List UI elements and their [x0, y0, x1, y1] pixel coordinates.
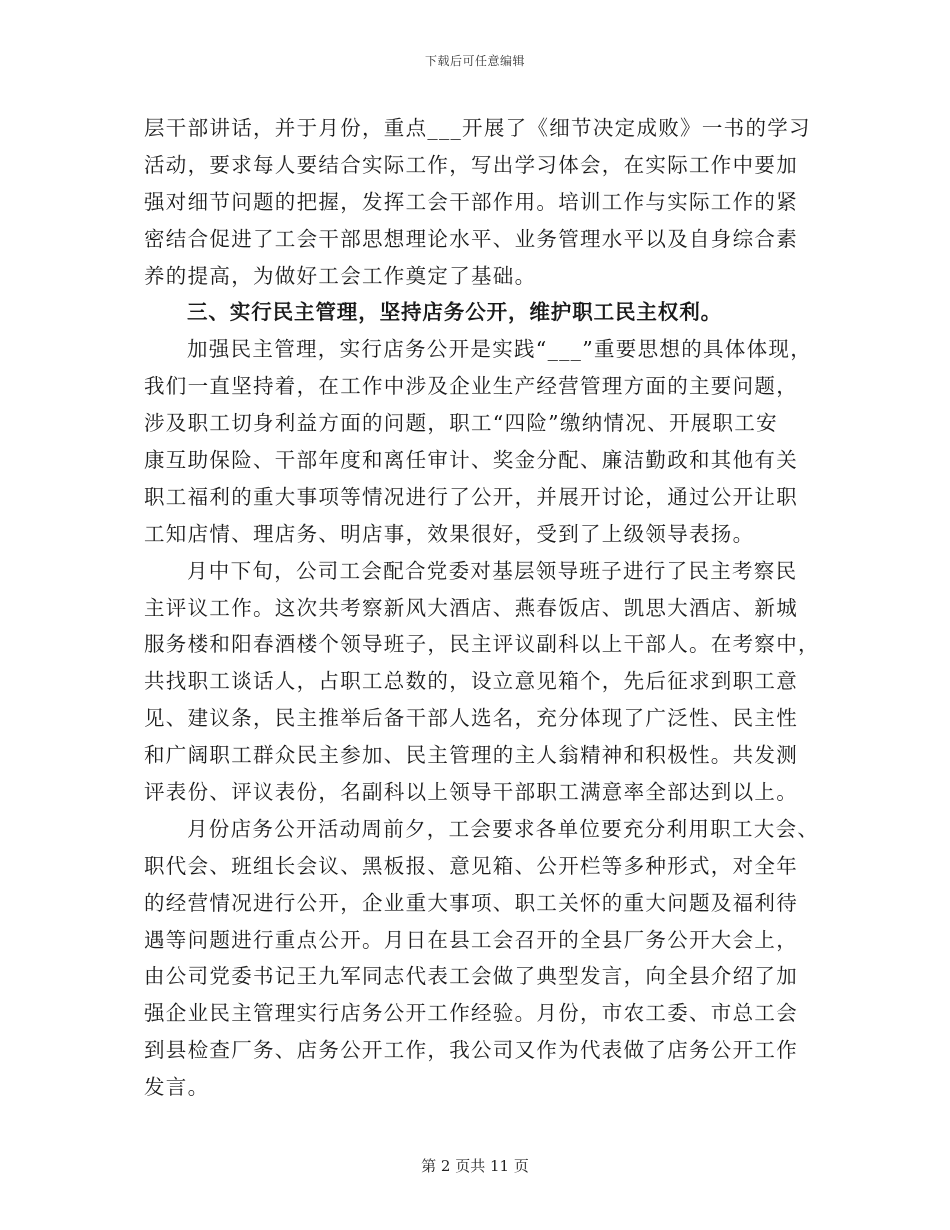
text-line: 涉及职工切身利益方面的问题，职工“四险”缴纳情况、开展职工安	[144, 411, 778, 436]
text-line: 发言。	[144, 1075, 210, 1100]
text-line: 到县检查厂务、店务公开工作，我公司又作为代表做了店务公开工作	[144, 1038, 798, 1063]
text-line: 养的提高，为做好工会工作奠定了基础。	[144, 263, 537, 288]
section-heading: 三、实行民主管理，坚持店务公开，维护职工民主权利。	[187, 300, 722, 325]
text-line: 加强民主管理，实行店务公开是实践“___”重要思想的具体体现，	[187, 337, 813, 362]
text-line: 层干部讲话，并于月份，重点___开展了《细节决定成败》一书的学习	[144, 116, 811, 140]
text-line: 的经营情况进行公开，企业重大事项、职工关怀的重大问题及福利待	[144, 890, 798, 915]
text-line: 月份店务公开活动周前夕，工会要求各单位要充分利用职工大会、	[187, 816, 820, 841]
text-line: 强企业民主管理实行店务公开工作经验。月份，市农工委、市总工会	[144, 1001, 798, 1026]
text-line: 见、建议条，民主推举后备干部人选名，充分体现了广泛性、民主性	[144, 706, 798, 731]
page-number-footer: 第 2 页共 11 页	[421, 1157, 529, 1175]
text-line: 活动，要求每人要结合实际工作，写出学习体会，在实际工作中要加	[144, 152, 798, 177]
text-line: 主评议工作。这次共考察新风大酒店、燕春饭店、凯思大酒店、新城	[144, 595, 798, 620]
text-line: 职代会、班组长会议、黑板报、意见箱、公开栏等多种形式，对全年	[144, 853, 798, 878]
text-line: 和广阔职工群众民主参加、民主管理的主人翁精神和积极性。共发测	[144, 743, 798, 768]
text-line: 工知店情、理店务、明店事，效果很好，受到了上级领导表扬。	[144, 521, 755, 546]
text-line: 月中下旬，公司工会配合党委对基层领导班子进行了民主考察民	[187, 558, 798, 583]
text-line: 由公司党委书记王九军同志代表工会做了典型发言，向全县介绍了加	[144, 964, 798, 989]
text-line: 共找职工谈话人，占职工总数的，设立意见箱个，先后征求到职工意	[144, 669, 798, 694]
text-line: 服务楼和阳春酒楼个领导班子，民主评议副科以上干部人。在考察中，	[144, 632, 820, 657]
text-line: 强对细节问题的把握，发挥工会干部作用。培训工作与实际工作的紧	[144, 189, 798, 214]
text-line: 遇等问题进行重点公开。月日在县工会召开的全县厂务公开大会上，	[144, 927, 798, 952]
text-line: 职工福利的重大事项等情况进行了公开，并展开讨论，通过公开让职	[144, 484, 798, 509]
text-line: 康互助保险、干部年度和离任审计、奖金分配、廉洁勤政和其他有关	[144, 448, 798, 473]
text-line: 密结合促进了工会干部思想理论水平、业务管理水平以及自身综合素	[144, 226, 798, 251]
page-header: 下载后可任意编辑	[424, 54, 525, 68]
text-line: 我们一直坚持着，在工作中涉及企业生产经营管理方面的主要问题，	[144, 374, 798, 399]
text-line: 评表份、评议表份，名副科以上领导干部职工满意率全部达到以上。	[144, 780, 798, 805]
document-body	[144, 110, 824, 1106]
